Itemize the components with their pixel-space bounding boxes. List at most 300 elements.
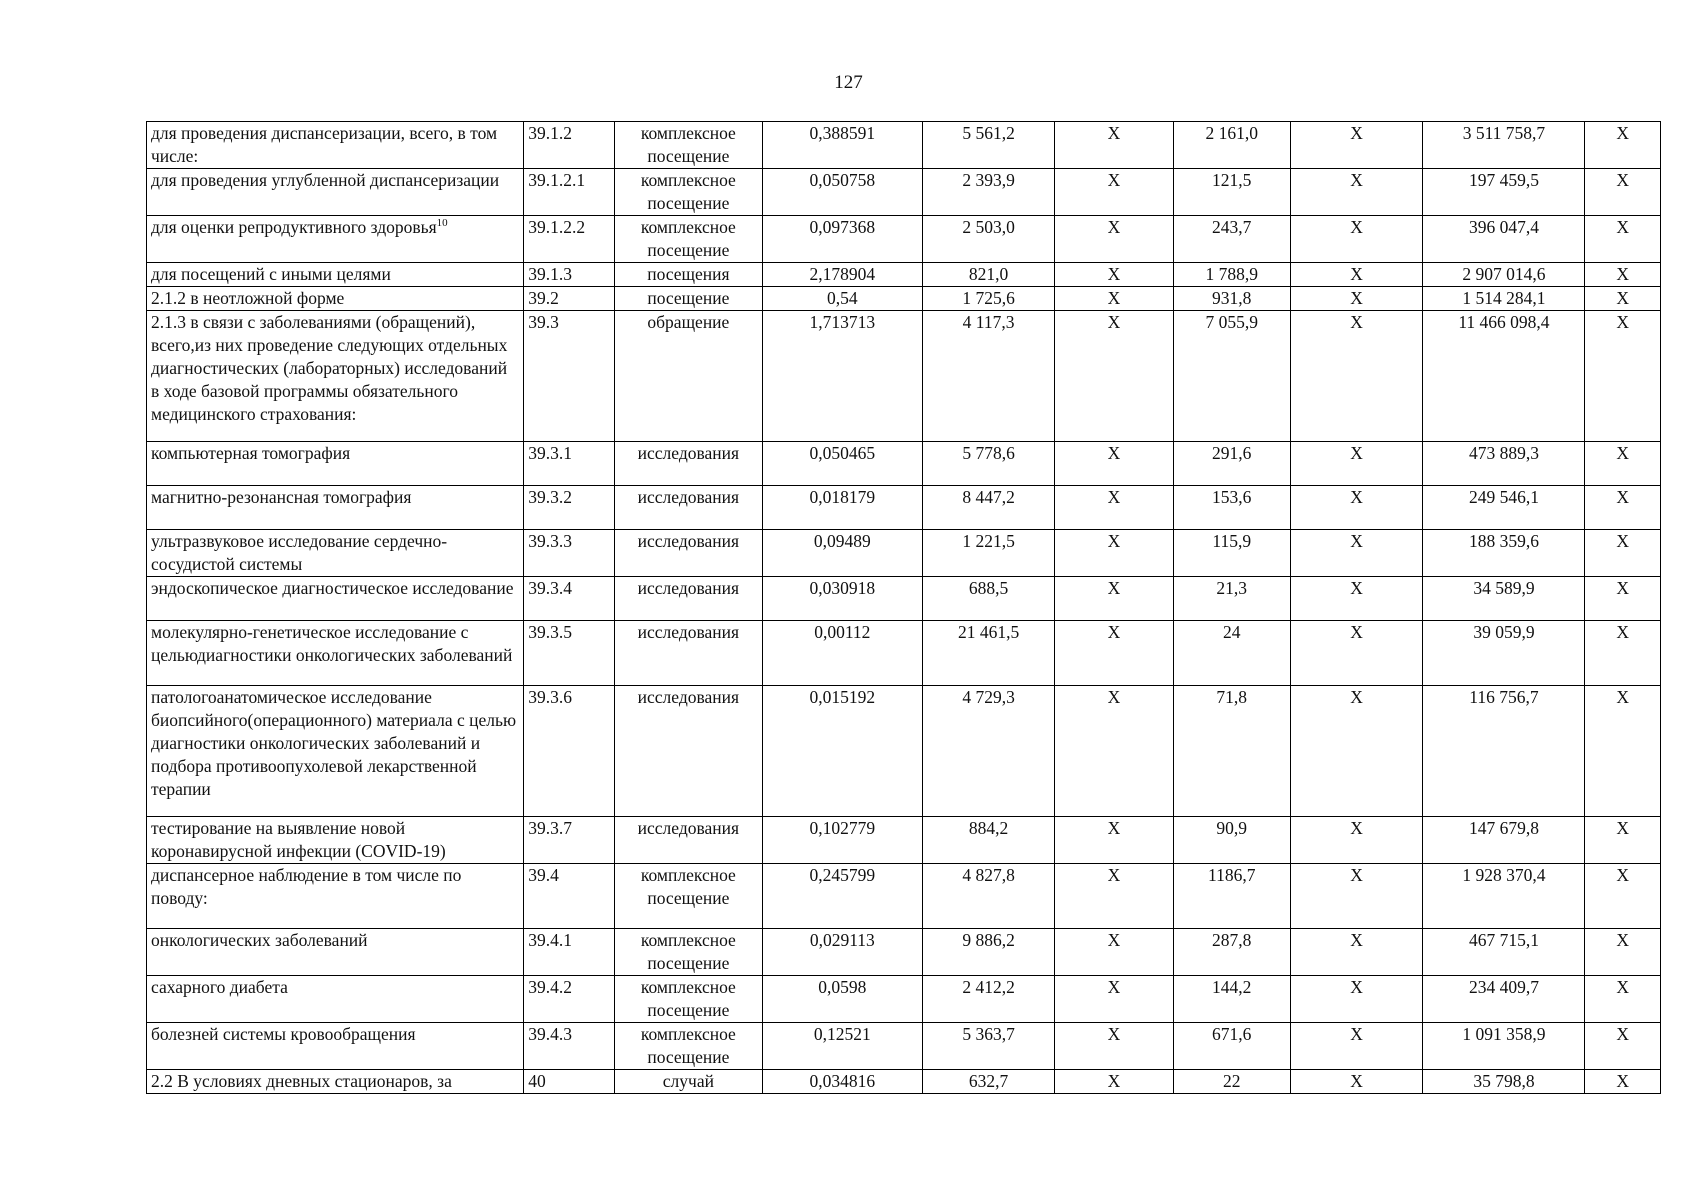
col-x-1-text: X — [1107, 312, 1121, 332]
norm-cost-text: 4 117,3 — [962, 312, 1015, 332]
col-x-1-text: X — [1107, 123, 1121, 143]
cell-norm-volume — [762, 864, 922, 929]
cell-col-x-3 — [1585, 1070, 1661, 1094]
table-row — [147, 530, 1661, 577]
per-capita-text: 115,9 — [1212, 531, 1252, 551]
cell-unit — [614, 530, 762, 577]
col-x-3-text: X — [1616, 622, 1630, 642]
cell-per-capita — [1173, 976, 1290, 1023]
cell-col-x-2 — [1290, 122, 1423, 169]
cell-col-x-2 — [1290, 621, 1423, 686]
table-row — [147, 929, 1661, 976]
cell-row-label — [147, 263, 524, 287]
table-row — [147, 442, 1661, 486]
row-code-text: 39.3 — [528, 312, 559, 332]
per-capita-text: 7 055,9 — [1205, 312, 1258, 332]
total-cost-text: 147 679,8 — [1468, 818, 1539, 838]
row-label-text: 2.1.2 в неотложной форме — [151, 288, 345, 308]
cell-unit — [614, 169, 762, 216]
cell-norm-volume — [762, 621, 922, 686]
cell-col-x-3 — [1585, 577, 1661, 621]
row-label-text: для проведения углубленной диспансеризации — [151, 170, 500, 190]
cell-norm-cost — [922, 169, 1055, 216]
row-code-text: 39.3.5 — [528, 622, 572, 642]
cell-norm-volume — [762, 686, 922, 817]
cell-col-x-1 — [1055, 686, 1173, 817]
norm-cost-text: 9 886,2 — [962, 930, 1015, 950]
cell-norm-cost — [922, 122, 1055, 169]
cell-unit — [614, 287, 762, 311]
cell-norm-volume — [762, 817, 922, 864]
col-x-3-text: X — [1616, 1071, 1630, 1091]
total-cost-text: 396 047,4 — [1468, 217, 1539, 237]
norm-cost-text: 4 827,8 — [962, 865, 1015, 885]
cell-unit — [614, 577, 762, 621]
unit-text: исследования — [637, 531, 740, 551]
cell-norm-volume — [762, 311, 922, 442]
cell-row-code — [524, 929, 615, 976]
data-table — [146, 121, 1661, 1094]
cell-row-label — [147, 621, 524, 686]
per-capita-text: 21,3 — [1216, 578, 1248, 598]
norm-volume-text: 0,015192 — [809, 687, 876, 707]
cell-norm-cost — [922, 864, 1055, 929]
col-x-2-text: X — [1350, 818, 1363, 838]
cell-norm-cost — [922, 486, 1055, 530]
cell-row-label — [147, 169, 524, 216]
cell-total-cost — [1423, 621, 1585, 686]
norm-cost-text: 1 725,6 — [962, 288, 1015, 308]
norm-cost-text: 21 461,5 — [957, 622, 1020, 642]
cell-col-x-2 — [1290, 216, 1423, 263]
col-x-1-text: X — [1107, 264, 1121, 284]
cell-row-label — [147, 976, 524, 1023]
cell-col-x-3 — [1585, 1023, 1661, 1070]
cell-per-capita — [1173, 1070, 1290, 1094]
row-code-text: 39.1.2.1 — [528, 170, 586, 190]
cell-total-cost — [1423, 817, 1585, 864]
per-capita-text: 287,8 — [1212, 930, 1252, 950]
col-x-1-text: X — [1107, 687, 1121, 707]
norm-cost-text: 2 503,0 — [962, 217, 1015, 237]
norm-cost-text: 1 221,5 — [962, 531, 1015, 551]
table-row — [147, 686, 1661, 817]
cell-total-cost — [1423, 976, 1585, 1023]
cell-norm-cost — [922, 311, 1055, 442]
cell-norm-cost — [922, 287, 1055, 311]
cell-col-x-3 — [1585, 864, 1661, 929]
cell-row-code — [524, 1023, 615, 1070]
cell-col-x-3 — [1585, 686, 1661, 817]
per-capita-text: 90,9 — [1216, 818, 1248, 838]
norm-cost-text: 2 393,9 — [962, 170, 1015, 190]
cell-col-x-2 — [1290, 486, 1423, 530]
cell-col-x-3 — [1585, 929, 1661, 976]
cell-norm-volume — [762, 122, 922, 169]
per-capita-text: 121,5 — [1212, 170, 1252, 190]
cell-norm-cost — [922, 976, 1055, 1023]
col-x-3-text: X — [1616, 1024, 1630, 1044]
cell-per-capita — [1173, 577, 1290, 621]
norm-cost-text: 5 561,2 — [962, 123, 1015, 143]
row-label-text: компьютерная томография — [151, 443, 351, 463]
cell-col-x-1 — [1055, 929, 1173, 976]
norm-cost-text: 8 447,2 — [962, 487, 1015, 507]
per-capita-text: 71,8 — [1216, 687, 1248, 707]
cell-norm-volume — [762, 929, 922, 976]
cell-norm-cost — [922, 686, 1055, 817]
cell-row-code — [524, 263, 615, 287]
cell-col-x-3 — [1585, 486, 1661, 530]
cell-col-x-1 — [1055, 442, 1173, 486]
unit-text: комплексное посещение — [640, 1024, 736, 1067]
col-x-3-text: X — [1616, 531, 1630, 551]
cell-norm-volume — [762, 530, 922, 577]
table-row — [147, 1023, 1661, 1070]
cell-total-cost — [1423, 864, 1585, 929]
unit-text: исследования — [637, 578, 740, 598]
table-row — [147, 216, 1661, 263]
table-row — [147, 263, 1661, 287]
cell-col-x-2 — [1290, 929, 1423, 976]
row-label-text: молекулярно-генетическое исследование с цельюдиагностики онкологических заболеваний — [151, 622, 513, 665]
per-capita-text: 1 788,9 — [1205, 264, 1258, 284]
cell-col-x-2 — [1290, 287, 1423, 311]
cell-col-x-2 — [1290, 530, 1423, 577]
row-code-text: 39.4 — [528, 865, 559, 885]
cell-norm-cost — [922, 530, 1055, 577]
col-x-2-text: X — [1350, 622, 1363, 642]
cell-unit — [614, 216, 762, 263]
norm-volume-text: 0,00112 — [814, 622, 871, 642]
cell-row-code — [524, 311, 615, 442]
col-x-3-text: X — [1616, 312, 1630, 332]
cell-total-cost — [1423, 442, 1585, 486]
col-x-3-text: X — [1616, 170, 1630, 190]
row-label-text: сахарного диабета — [151, 977, 288, 997]
col-x-2-text: X — [1350, 865, 1363, 885]
cell-row-code — [524, 486, 615, 530]
col-x-2-text: X — [1350, 1071, 1363, 1091]
cell-row-label — [147, 216, 524, 263]
cell-norm-cost — [922, 216, 1055, 263]
cell-total-cost — [1423, 263, 1585, 287]
cell-norm-cost — [922, 929, 1055, 976]
cell-total-cost — [1423, 287, 1585, 311]
norm-cost-text: 5 363,7 — [962, 1024, 1015, 1044]
cell-unit — [614, 1023, 762, 1070]
cell-col-x-3 — [1585, 976, 1661, 1023]
cell-col-x-1 — [1055, 216, 1173, 263]
col-x-1-text: X — [1107, 288, 1121, 308]
col-x-3-text: X — [1616, 487, 1630, 507]
row-label-text: 2.1.3 в связи с заболеваниями (обращений), всего,из них проведение следующих отдельных диагностических (лабораторных) исследований в ходе базовой программы обязательного медицинского страхования: — [151, 312, 508, 424]
cell-norm-volume — [762, 1023, 922, 1070]
table-body — [147, 122, 1661, 1094]
col-x-3-text: X — [1616, 578, 1630, 598]
norm-volume-text: 0,034816 — [809, 1071, 876, 1091]
col-x-3-text: X — [1616, 930, 1630, 950]
cell-per-capita — [1173, 263, 1290, 287]
cell-col-x-2 — [1290, 864, 1423, 929]
cell-col-x-3 — [1585, 442, 1661, 486]
row-code-text: 39.3.6 — [528, 687, 572, 707]
cell-per-capita — [1173, 311, 1290, 442]
cell-col-x-2 — [1290, 817, 1423, 864]
cell-row-label — [147, 287, 524, 311]
cell-row-code — [524, 621, 615, 686]
cell-col-x-3 — [1585, 621, 1661, 686]
table-row — [147, 486, 1661, 530]
cell-col-x-1 — [1055, 577, 1173, 621]
unit-text: посещение — [647, 288, 730, 308]
total-cost-text: 188 359,6 — [1468, 531, 1539, 551]
cell-col-x-1 — [1055, 1023, 1173, 1070]
col-x-2-text: X — [1350, 977, 1363, 997]
col-x-2-text: X — [1350, 1024, 1363, 1044]
cell-col-x-1 — [1055, 287, 1173, 311]
row-code-text: 39.3.7 — [528, 818, 572, 838]
cell-row-code — [524, 976, 615, 1023]
total-cost-text: 234 409,7 — [1468, 977, 1539, 997]
norm-volume-text: 0,388591 — [809, 123, 876, 143]
cell-norm-cost — [922, 621, 1055, 686]
per-capita-text: 671,6 — [1212, 1024, 1252, 1044]
unit-text: обращение — [647, 312, 730, 332]
per-capita-text: 291,6 — [1212, 443, 1252, 463]
table-row — [147, 577, 1661, 621]
row-code-text: 39.4.3 — [528, 1024, 572, 1044]
norm-volume-text: 0,245799 — [809, 865, 876, 885]
row-label-text: магнитно-резонансная томография — [151, 487, 412, 507]
cell-norm-cost — [922, 1023, 1055, 1070]
cell-unit — [614, 976, 762, 1023]
cell-row-label — [147, 486, 524, 530]
norm-volume-text: 0,050758 — [809, 170, 876, 190]
cell-col-x-2 — [1290, 311, 1423, 442]
cell-row-label — [147, 577, 524, 621]
row-label-text: тестирование на выявление новой коронавирусной инфекции (COVID-19) — [151, 818, 446, 861]
cell-row-code — [524, 817, 615, 864]
col-x-3-text: X — [1616, 443, 1630, 463]
col-x-2-text: X — [1350, 217, 1363, 237]
row-code-text: 39.4.1 — [528, 930, 572, 950]
cell-total-cost — [1423, 577, 1585, 621]
table-row — [147, 311, 1661, 442]
norm-volume-text: 0,050465 — [809, 443, 876, 463]
cell-col-x-1 — [1055, 311, 1173, 442]
cell-norm-volume — [762, 287, 922, 311]
cell-norm-cost — [922, 817, 1055, 864]
col-x-2-text: X — [1350, 443, 1363, 463]
cell-per-capita — [1173, 169, 1290, 216]
cell-unit — [614, 486, 762, 530]
row-code-text: 39.1.2 — [528, 123, 572, 143]
col-x-3-text: X — [1616, 217, 1630, 237]
norm-cost-text: 632,7 — [968, 1071, 1009, 1091]
col-x-1-text: X — [1107, 443, 1121, 463]
total-cost-text: 34 589,9 — [1473, 578, 1535, 598]
cell-col-x-2 — [1290, 1023, 1423, 1070]
col-x-3-text: X — [1616, 818, 1630, 838]
row-label-text: 2.2 В условиях дневных стационаров, за — [151, 1071, 452, 1091]
col-x-2-text: X — [1350, 288, 1363, 308]
unit-text: посещения — [647, 264, 730, 284]
unit-text: исследования — [637, 687, 740, 707]
norm-volume-text: 0,09489 — [813, 531, 871, 551]
row-code-text: 39.3.2 — [528, 487, 572, 507]
cell-row-code — [524, 864, 615, 929]
cell-col-x-3 — [1585, 122, 1661, 169]
cell-total-cost — [1423, 929, 1585, 976]
unit-text: исследования — [637, 443, 740, 463]
cell-norm-volume — [762, 577, 922, 621]
col-x-3-text: X — [1616, 288, 1630, 308]
col-x-2-text: X — [1350, 531, 1363, 551]
per-capita-text: 931,8 — [1212, 288, 1252, 308]
col-x-2-text: X — [1350, 487, 1363, 507]
row-label-text: ультразвуковое исследование сердечно-сосудистой системы — [151, 531, 448, 574]
cell-row-code — [524, 216, 615, 263]
cell-row-label — [147, 1023, 524, 1070]
total-cost-text: 1 928 370,4 — [1462, 865, 1546, 885]
col-x-1-text: X — [1107, 578, 1121, 598]
total-cost-text: 1 091 358,9 — [1462, 1024, 1546, 1044]
unit-text: исследования — [637, 487, 740, 507]
col-x-3-text: X — [1616, 865, 1630, 885]
row-label-text: для посещений с иными целями — [151, 264, 391, 284]
col-x-1-text: X — [1107, 487, 1121, 507]
unit-text: исследования — [637, 818, 740, 838]
cell-per-capita — [1173, 122, 1290, 169]
cell-total-cost — [1423, 1070, 1585, 1094]
norm-volume-text: 0,018179 — [809, 487, 876, 507]
col-x-1-text: X — [1107, 1024, 1121, 1044]
per-capita-text: 144,2 — [1212, 977, 1252, 997]
row-label-text: эндоскопическое диагностическое исследование — [151, 578, 514, 598]
norm-cost-text: 821,0 — [968, 264, 1009, 284]
cell-col-x-2 — [1290, 577, 1423, 621]
cell-row-code — [524, 686, 615, 817]
row-code-text: 39.3.3 — [528, 531, 572, 551]
cell-per-capita — [1173, 686, 1290, 817]
cell-col-x-1 — [1055, 817, 1173, 864]
norm-cost-text: 4 729,3 — [962, 687, 1015, 707]
row-label-text: болезней системы кровообращения — [151, 1024, 416, 1044]
norm-volume-text: 0,030918 — [809, 578, 876, 598]
col-x-1-text: X — [1107, 977, 1121, 997]
cell-norm-cost — [922, 577, 1055, 621]
row-label-text: для оценки репродуктивного здоровья — [151, 217, 437, 237]
cell-col-x-2 — [1290, 169, 1423, 216]
cell-unit — [614, 686, 762, 817]
per-capita-text: 153,6 — [1212, 487, 1252, 507]
col-x-2-text: X — [1350, 123, 1363, 143]
unit-text: комплексное посещение — [640, 217, 736, 260]
cell-row-label — [147, 817, 524, 864]
row-label-text: онкологических заболеваний — [151, 930, 368, 950]
cell-total-cost — [1423, 686, 1585, 817]
cell-per-capita — [1173, 486, 1290, 530]
unit-text: комплексное посещение — [640, 977, 736, 1020]
cell-total-cost — [1423, 311, 1585, 442]
cell-norm-volume — [762, 1070, 922, 1094]
cell-row-code — [524, 530, 615, 577]
norm-volume-text: 0,029113 — [809, 930, 875, 950]
footnote-marker: 10 — [436, 217, 448, 230]
table-row — [147, 287, 1661, 311]
norm-volume-text: 0,097368 — [809, 217, 876, 237]
norm-volume-text: 0,54 — [827, 288, 858, 308]
cell-col-x-1 — [1055, 169, 1173, 216]
row-code-text: 39.2 — [528, 288, 559, 308]
cell-col-x-3 — [1585, 311, 1661, 442]
table-row — [147, 976, 1661, 1023]
cell-row-label — [147, 311, 524, 442]
col-x-3-text: X — [1616, 977, 1630, 997]
cell-row-label — [147, 864, 524, 929]
per-capita-text: 1186,7 — [1208, 865, 1256, 885]
cell-per-capita — [1173, 864, 1290, 929]
col-x-1-text: X — [1107, 622, 1121, 642]
cell-per-capita — [1173, 442, 1290, 486]
cell-col-x-3 — [1585, 169, 1661, 216]
col-x-2-text: X — [1350, 312, 1363, 332]
cell-unit — [614, 864, 762, 929]
cell-row-code — [524, 442, 615, 486]
cell-row-label — [147, 442, 524, 486]
cell-col-x-2 — [1290, 263, 1423, 287]
cell-per-capita — [1173, 530, 1290, 577]
cell-per-capita — [1173, 817, 1290, 864]
col-x-2-text: X — [1350, 687, 1363, 707]
total-cost-text: 3 511 758,7 — [1462, 123, 1546, 143]
total-cost-text: 249 546,1 — [1468, 487, 1539, 507]
total-cost-text: 467 715,1 — [1468, 930, 1539, 950]
norm-cost-text: 5 778,6 — [962, 443, 1015, 463]
cell-total-cost — [1423, 216, 1585, 263]
col-x-1-text: X — [1107, 170, 1121, 190]
per-capita-text: 24 — [1222, 622, 1241, 642]
cell-col-x-3 — [1585, 817, 1661, 864]
cell-unit — [614, 263, 762, 287]
per-capita-text: 22 — [1222, 1071, 1241, 1091]
col-x-2-text: X — [1350, 264, 1363, 284]
cell-row-label — [147, 1070, 524, 1094]
row-label-text: диспансерное наблюдение в том числе по поводу: — [151, 865, 462, 908]
cell-total-cost — [1423, 486, 1585, 530]
total-cost-text: 473 889,3 — [1468, 443, 1539, 463]
unit-text: комплексное посещение — [640, 123, 736, 166]
cell-row-label — [147, 929, 524, 976]
cell-col-x-1 — [1055, 263, 1173, 287]
table-row — [147, 621, 1661, 686]
total-cost-text: 116 756,7 — [1469, 687, 1539, 707]
cell-total-cost — [1423, 169, 1585, 216]
cell-unit — [614, 311, 762, 442]
cell-row-code — [524, 577, 615, 621]
total-cost-text: 35 798,8 — [1473, 1071, 1535, 1091]
cell-unit — [614, 817, 762, 864]
norm-volume-text: 0,12521 — [813, 1024, 871, 1044]
row-code-text: 39.3.4 — [528, 578, 572, 598]
col-x-3-text: X — [1616, 687, 1630, 707]
cell-norm-volume — [762, 976, 922, 1023]
total-cost-text: 1 514 284,1 — [1462, 288, 1546, 308]
cell-norm-volume — [762, 442, 922, 486]
cell-col-x-1 — [1055, 976, 1173, 1023]
col-x-3-text: X — [1616, 264, 1630, 284]
